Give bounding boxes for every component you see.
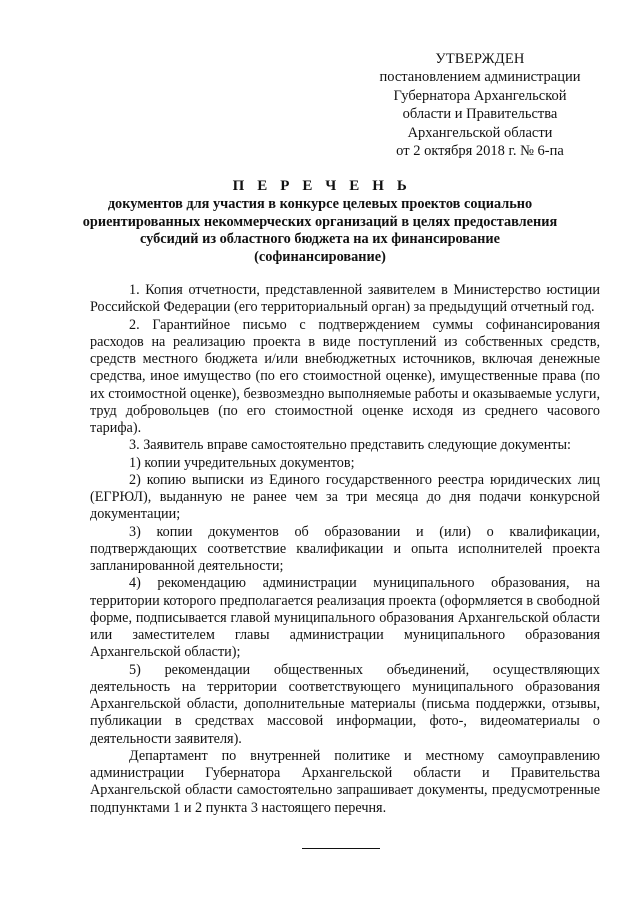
approval-line: Архангельской области <box>407 124 553 141</box>
sub-item-5: 5) рекомендации общественных объединений, осуществляющих деятельность на территории соответствующего муниципального образования Архангельской области, дополнительные материалы (письма поддержки, отзывы, публикации в средствах массовой информации, фото-, видеоматериалы о деятельности заявителя). <box>90 661 600 747</box>
end-divider-line <box>302 848 380 849</box>
approval-line: области и Правительства <box>402 106 558 123</box>
approval-line: постановлением администрации <box>379 69 581 86</box>
approval-date-line: от 2 октября 2018 г. № 6-па <box>396 143 564 160</box>
closing-paragraph: Департамент по внутренней политике и местному самоуправлению администрации Губернатора Архангельской области и Правительства Архангельской области самостоятельно запрашивает документы, предусмотренные подпунктами 1 и 2 пункта 3 настоящего перечня. <box>90 747 600 816</box>
document-subtitle-line: субсидий из областного бюджета на их финансирование <box>139 231 501 248</box>
sub-item-4: 4) рекомендацию администрации муниципального образования, на территории которого предполагается реализация проекта (оформляется в свободной форме, подписывается главой муниципального образования Архангельской области или заместителем главы администрации муниципального образования Архангельской области); <box>90 575 600 661</box>
document-subtitle-line: ориентированных некоммерческих организаций в целях предоставления <box>82 213 558 230</box>
document-subtitle-line: документов для участия в конкурсе целевых проектов социально <box>107 196 533 212</box>
document-body <box>90 282 600 817</box>
document-subtitle-line: (софинансирование) <box>254 248 386 265</box>
approval-line: Губернатора Архангельской <box>393 87 567 104</box>
approval-heading: УТВЕРЖДЕН <box>435 51 525 67</box>
list-item-2: 2. Гарантийное письмо с подтверждением суммы софинансирования расходов на реализацию проекта в виде поступлений из собственных средств, средств местного бюджета и/или внебюджетных источников, включая денежные средства, иное имущество (по его стоимостной оценке), имущественные права (по их стоимостной оценке), безвозмездно выполняемые работы и оказываемые услуги, труд добровольцев (по его стоимостной оценке исходя из среднего часового тарифа). <box>90 316 600 436</box>
document-heading <box>80 177 560 266</box>
document-title: П Е Р Е Ч Е Н Ь <box>232 178 412 194</box>
list-item-1: 1. Копия отчетности, представленной заявителем в Министерство юстиции Российской Федерации (его территориальный орган) за предыдущий отчетный год. <box>90 282 600 316</box>
sub-item-2: 2) копию выписки из Единого государственного реестра юридических лиц (ЕГРЮЛ), выданную не ранее чем за три месяца до дня подачи конкурсной документации; <box>90 471 600 523</box>
list-item-3: 3. Заявитель вправе самостоятельно представить следующие документы: <box>129 437 571 454</box>
sub-item-3: 3) копии документов об образовании и (или) о квалификации, подтверждающих соответствие квалификации и опыта исполнителей проекта запланированной деятельности; <box>90 523 600 574</box>
approval-stamp-block <box>360 50 600 160</box>
sub-item-1: 1) копии учредительных документов; <box>129 454 355 471</box>
